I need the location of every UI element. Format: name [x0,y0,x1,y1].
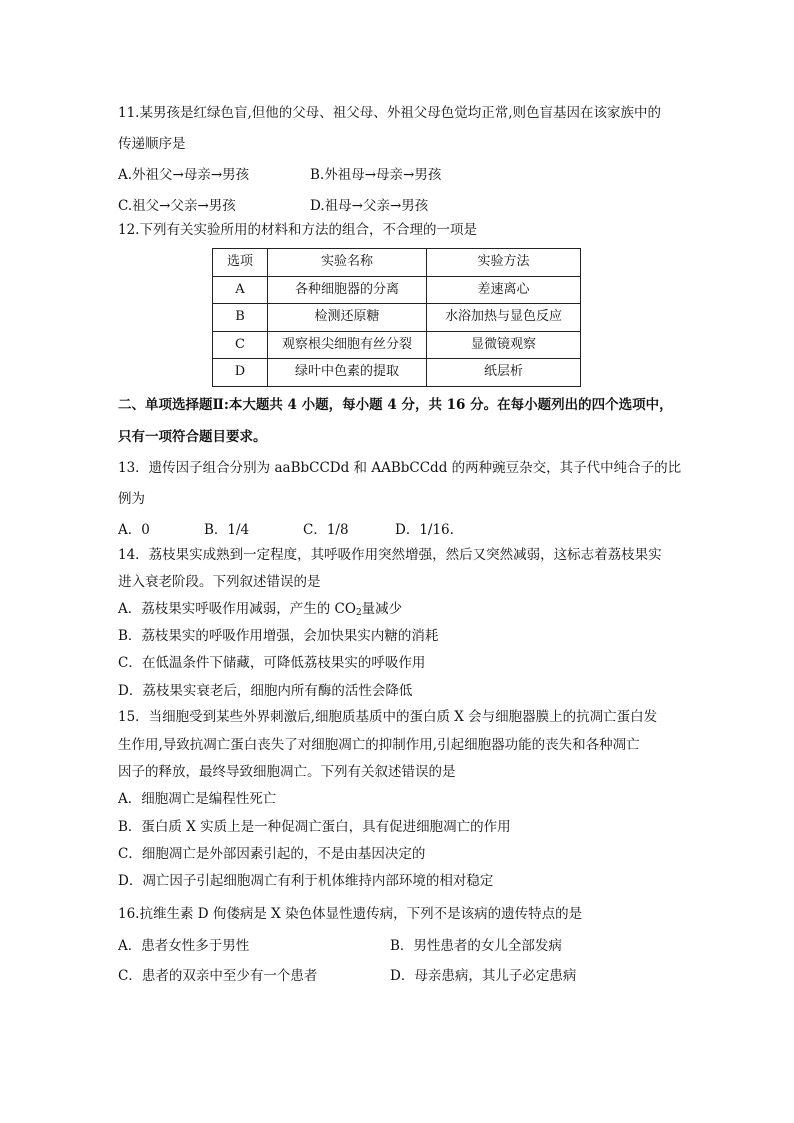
co2-subscript: 2 [355,608,362,618]
q11-option-d: D.祖母→父亲→男孩 [310,198,429,214]
q14-option-c: C．在低温条件下储藏，可降低荔枝果实的呼吸作用 [118,655,426,671]
q16-stem: 16.抗维生素 D 佝偻病是 X 染色体显性遗传病，下列不是该病的遗传特点的是 [118,906,583,922]
table-cell: B [213,304,268,332]
q14-stem-line2: 进入衰老阶段。下列叙述错误的是 [118,574,321,590]
q15-option-b: B．蛋白质 X 实质上是一种促凋亡蛋白，具有促进细胞凋亡的作用 [118,819,511,835]
table-cell: 各种细胞器的分离 [268,276,427,304]
experiment-table [212,248,581,387]
q13-stem-line1: 13．遗传因子组合分别为 aaBbCCDd 和 AABbCCdd 的两种豌豆杂交，其子代中纯合子的比 [118,460,682,476]
q13-option-b: B．1/4 [204,522,250,538]
q16-option-b: B．男性患者的女儿全部发病 [390,938,562,954]
table-cell: 纸层析 [427,359,581,387]
table-header-cell: 实验方法 [427,249,581,277]
q11-stem-line2: 传递顺序是 [118,136,186,152]
q13-stem-line2: 例为 [118,491,145,507]
table-cell: 观察根尖细胞有丝分裂 [268,331,427,359]
q14-option-a-text: A．荔枝果实呼吸作用减弱，产生的 CO [118,601,356,617]
q14-option-a-suffix: 量减少 [361,601,403,617]
q11-stem-line1: 11.某男孩是红绿色盲,但他的父母、祖父母、外祖父母色觉均正常,则色盲基因在该家族中的 [118,105,662,121]
q15-stem-line2: 生作用,导致抗凋亡蛋白丧失了对细胞凋亡的抑制作用,引起细胞器功能的丧失和各种凋亡 [118,737,640,753]
table-cell: 绿叶中色素的提取 [268,359,427,387]
q14-option-a [118,600,402,622]
q15-option-d: D．凋亡因子引起细胞凋亡有利于机体维持内部环境的相对稳定 [118,873,494,889]
table-header-cell: 实验名称 [268,249,427,277]
section-2-heading-line2: 只有一项符合题目要求。 [118,429,267,445]
q11-option-c: C.祖父→父亲→男孩 [118,198,236,214]
q16-option-c: C．患者的双亲中至少有一个患者 [118,968,318,984]
q13-option-d: D．1/16. [395,522,454,538]
table-cell: D [213,359,268,387]
q15-option-c: C．细胞凋亡是外部因素引起的，不是由基因决定的 [118,846,426,862]
q16-option-a: A．患者女性多于男性 [118,938,250,954]
section-2-heading-line1: 二、单项选择题Ⅱ:本大题共 4 小题，每小题 4 分，共 16 分。在每小题列出的四个选项中， [118,397,673,413]
q15-option-a: A．细胞凋亡是编程性死亡 [118,791,277,807]
q13-option-a: A．0 [118,522,150,538]
table-row [213,359,581,387]
table-row [213,276,581,304]
table-row [213,331,581,359]
q15-stem-line1: 15．当细胞受到某些外界刺激后,细胞质基质中的蛋白质 X 会与细胞器膜上的抗凋亡蛋白发 [118,709,658,725]
table-cell: 差速离心 [427,276,581,304]
table-cell: 显微镜观察 [427,331,581,359]
q14-option-b: B．荔枝果实的呼吸作用增强，会加快果实内糖的消耗 [118,628,439,644]
q16-option-d: D．母亲患病，其儿子必定患病 [390,968,577,984]
q14-option-d: D．荔枝果实衰老后，细胞内所有酶的活性会降低 [118,683,413,699]
table-cell: 水浴加热与显色反应 [427,304,581,332]
q13-option-c: C．1/8 [303,522,349,538]
q12-stem: 12.下列有关实验所用的材料和方法的组合，不合理的一项是 [118,222,477,238]
q14-stem-line1: 14．荔枝果实成熟到一定程度，其呼吸作用突然增强，然后又突然减弱，这标志着荔枝果实 [118,547,662,563]
table-cell: 检测还原糖 [268,304,427,332]
table-header-cell: 选项 [213,249,268,277]
q15-stem-line3: 因子的释放，最终导致细胞凋亡。下列有关叙述错误的是 [118,764,456,780]
table-cell: C [213,331,268,359]
table-cell: A [213,276,268,304]
table-row [213,304,581,332]
q11-option-b: B.外祖母→母亲→男孩 [310,167,442,183]
q11-option-a: A.外祖父→母亲→男孩 [118,167,250,183]
table-header-row [213,249,581,277]
